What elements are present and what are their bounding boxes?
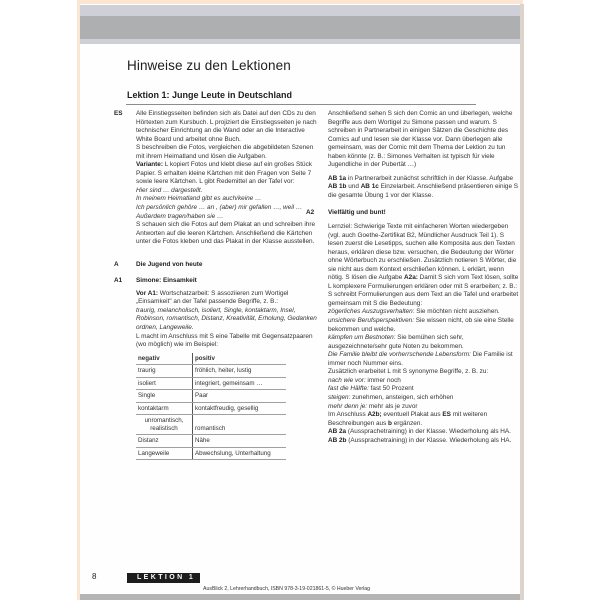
synonym	[328, 385, 520, 394]
synonym-term: steigen:	[328, 393, 351, 401]
a2-text: Damit S sich vom Text lösen, sollte L komplexere Formulierungen erklären oder mit S erarbeiten; z. B.: S schreibt Formulierungen aus dem Text an die Tafel und erarbeitet gemeinsam mit S die Bedeutung:	[328, 274, 519, 307]
example-term: zögerliches Auszugsverhalten:	[328, 308, 415, 316]
ab1-text: Einzelarbeit. Anschließend präsentieren einige S die gesamte Übung 1 vor der Klasse.	[328, 183, 519, 199]
example	[328, 317, 520, 334]
section-a-title: Die Jugend von heute	[136, 260, 203, 268]
header-positiv: positiv	[193, 353, 287, 365]
variante-text: L kopiert Fotos und klebt diese auf ein großes Stück Papier. S erhalten kleine Kärtchen mit den Fragen von Seite 7 sowie leere Kärtchen. L gibt Redemittel an der Tafel vor:	[136, 161, 312, 186]
header-band-top	[80, 5, 520, 16]
example-meaning: Sie bemühen sich sehr, ausgezeichnete/sehr gute Noten zu bekommen.	[328, 334, 464, 350]
cell-negativ: isoliert	[136, 377, 193, 390]
ab-1a-label: AB 1a	[328, 174, 347, 182]
table-row	[136, 415, 286, 435]
synonym	[328, 403, 520, 412]
ab-2a-label: AB 2a	[328, 428, 347, 436]
a1-tag: A1	[114, 277, 123, 285]
table-row	[136, 377, 286, 390]
ab-1b-label: AB 1b	[328, 183, 347, 191]
example-term: unsichere Berufsperspektiven:	[328, 317, 414, 325]
b-label: b	[388, 419, 392, 427]
footer-citation: AusBlick 2, Lehrerhandbuch, ISBN 978-3-19-021861-5, © Hueber Verlag	[203, 586, 371, 592]
vor-a1-text: Wortschatzarbeit: S assoziieren zum Wortigel „Einsamkeit" an der Tafel passende Begriffe, z. B.:	[136, 289, 289, 306]
table-row	[136, 365, 286, 378]
a2b-label: A2b;	[367, 411, 382, 419]
cell-positiv: integriert, gemeinsam …	[193, 377, 287, 390]
es-paragraph-3: S schauen sich die Fotos auf dem Plakat an und schreiben ihre Antworten auf die leeren Kärtchen. Anschließend die Kärtchen unter die Fotos kleben und das Plakat in der Klasse ausstellen.	[136, 221, 316, 246]
lektion-badge: LEKTION 1	[127, 573, 200, 583]
example-meaning: Sie möchten nicht ausziehen.	[414, 308, 500, 316]
table-row	[136, 435, 286, 448]
section-a-tag: A	[114, 260, 119, 268]
a2a-label: A2a:	[404, 274, 418, 282]
page-shadow	[520, 4, 524, 600]
cell-positiv: Paar	[193, 390, 287, 403]
lesson-title: Lektion 1: Junge Leute in Deutschland	[127, 90, 293, 100]
a2-text: Im Anschluss	[328, 411, 368, 419]
table-row	[136, 447, 286, 460]
column-right	[306, 110, 520, 445]
ab2b-text: (Aussprachetraining) in der Klasse. Wiederholung als HA.	[346, 436, 512, 444]
a1-words: traurig, melancholisch, isoliert, Single, kontaktarm, Insel, Robinson, romantisch, Distanz, Kreativität, Erholung, Gedanken ordnen, Langeweile.	[136, 306, 317, 332]
page-title: Hinweise zu den Lektionen	[127, 58, 291, 73]
synonym-meaning: mehr als je zuvor	[367, 402, 418, 410]
header-band	[80, 16, 520, 39]
es-variante	[136, 161, 320, 187]
cell-negativ: unromantisch, realistisch	[136, 415, 193, 435]
cell-positiv: romantisch	[193, 415, 287, 435]
column-left	[114, 110, 320, 460]
example	[328, 351, 520, 368]
cell-positiv: Abwechslung, Unterhaltung	[193, 447, 287, 460]
es-block	[114, 110, 320, 247]
a1-block	[114, 290, 320, 460]
ab1-paragraph	[328, 175, 520, 201]
es-paragraph-1: Alle Einstiegsseiten befinden sich als Datei auf den CDs zu den Hörtexten zum Kursbuch. L projiziert die Einstiegsseiten je nach technischer Einrichtung an die Wand oder an die Interactive White Board und arbeitet ohne Buch.	[136, 110, 317, 143]
phrase: In meinem Heimatland gibt es auch/keine …	[136, 195, 262, 203]
a2-paragraph-2: Zusätzlich erarbeitet L mit S synonyme Begriffe, z. B. zu:	[328, 368, 489, 376]
phrase: Hier sind … dargestellt.	[136, 186, 203, 194]
cell-negativ: Langeweile	[136, 447, 193, 460]
ab2b-paragraph	[328, 437, 520, 446]
synonym-term: nach wie vor:	[328, 376, 366, 384]
es-paragraph-2: S beschreiben die Fotos, vergleichen die abgebildeten Szenen mit ihrem Heimatland und lösen die Aufgaben.	[136, 144, 314, 160]
phrase: Außerdem tragen/haben sie …	[136, 212, 224, 220]
page-number: 8	[92, 572, 97, 581]
es-tag: ES	[114, 110, 123, 117]
table-header-row	[136, 353, 286, 365]
cell-negativ: kontaktarm	[136, 402, 193, 415]
synonym	[328, 377, 520, 386]
a2-text: Lernziel: Schwierige Texte mit einfacheren Worten wiedergeben (vgl. auch Goethe-Zertifikat B2, Mündlicher Ausdruck Teil 1). S lesen zuerst die Lesetipps, suchen alle Komposita aus den Texten heraus, erklären diese bzw. versuchen, die Bedeutung der Wörter ohne Wörterbuch zu erschließen. Zusätzlich notieren S Wörter, die sie nicht aus dem Kontext erschließen können. L erklärt, wenn nötig. S lösen die Aufgabe	[328, 223, 517, 282]
lesson-title-rule	[126, 104, 476, 105]
variante-label: Variante:	[136, 161, 163, 169]
footer-band	[80, 594, 520, 600]
opposites-table	[136, 353, 286, 461]
example	[328, 334, 520, 351]
ab2a-text: (Aussprachetraining) in der Klasse. Wiederholung als HA.	[346, 428, 511, 436]
ab2a-paragraph	[328, 428, 520, 437]
table-row	[136, 390, 286, 403]
a2-text: mit weiteren Beschreibungen aus	[328, 411, 488, 427]
table-row	[136, 402, 286, 415]
example-term: kämpfen um Bestnoten:	[328, 334, 396, 342]
cell-positiv: kontaktfreudig, gesellig	[193, 402, 287, 415]
example-meaning: Sie wissen nicht, ob sie eine Stelle bekommen und welche.	[328, 317, 514, 333]
synonym-meaning: zunehmen, ansteigen, sich erhöhen	[350, 393, 454, 401]
ab-1c-label: AB 1c	[360, 183, 379, 191]
a2-block	[306, 223, 520, 445]
a1-vor	[136, 290, 320, 307]
phrase: Ich persönlich gehöre … an , (aber) mir gefallen …, weil …	[136, 204, 303, 212]
synonym	[328, 394, 520, 403]
a1-paragraph-2: L macht im Anschluss mit S eine Tabelle mit Gegensatzpaaren (wo möglich) wie im Beispiel:	[136, 332, 313, 349]
a2-text: ergänzen.	[391, 419, 423, 427]
cell-positiv: Nähe	[193, 435, 287, 448]
synonym-meaning: fast 50 Prozent	[368, 385, 414, 393]
vor-a1-label: Vor A1:	[136, 289, 159, 297]
synonym-term: fast die Hälfte:	[328, 385, 369, 393]
cell-negativ: Single	[136, 390, 193, 403]
ab-2b-label: AB 2b	[328, 436, 347, 444]
a2-heading	[306, 209, 520, 218]
comic-paragraph: Anschließend sehen S sich den Comic an und überlegen, welche Begriffe aus dem Wortigel zu Simone passen und warum. S schreiben in Partnerarbeit in einigen Sätzen die Geschichte des Comics auf und lesen sie der Klasse vor. Dann überlegen alle gemeinsam, was der Comic mit dem Thema der Lektion zu tun haben könnte (z. B.: Simones Verhalten ist typisch für viele Jugendliche in der Pubertät …)	[328, 110, 513, 169]
ab1-text: in Partnerarbeit zunächst schriftlich in der Klasse. Aufgabe	[346, 174, 514, 182]
section-a-heading	[114, 261, 320, 270]
cell-negativ: traurig	[136, 365, 193, 378]
example-meaning: Die Familie ist immer noch Nummer eins.	[328, 351, 513, 367]
synonym-term: mehr denn je:	[328, 402, 368, 410]
cell-negativ: Distanz	[136, 435, 193, 448]
header-negativ: negativ	[136, 353, 193, 365]
example-term: Die Familie bleibt die vorherrschende Lebensform:	[328, 351, 471, 359]
a2-paragraph-1	[328, 223, 520, 308]
synonym-meaning: immer noch	[365, 376, 401, 384]
a1-title: Simone: Einsamkeit	[136, 277, 197, 285]
a2-title: Vielfältig und bunt!	[328, 209, 386, 217]
a1-heading	[114, 277, 320, 286]
cell-positiv: fröhlich, heiter, lustig	[193, 365, 287, 378]
a1-continued	[306, 110, 520, 200]
header-band-bottom	[80, 39, 520, 44]
a2-tag: A2	[306, 209, 315, 217]
a2-paragraph-3	[328, 411, 520, 428]
ab1-text: und	[346, 183, 361, 191]
example	[328, 308, 520, 317]
es-label: ES	[442, 411, 451, 419]
a2-text: eventuell Plakat aus	[381, 411, 443, 419]
